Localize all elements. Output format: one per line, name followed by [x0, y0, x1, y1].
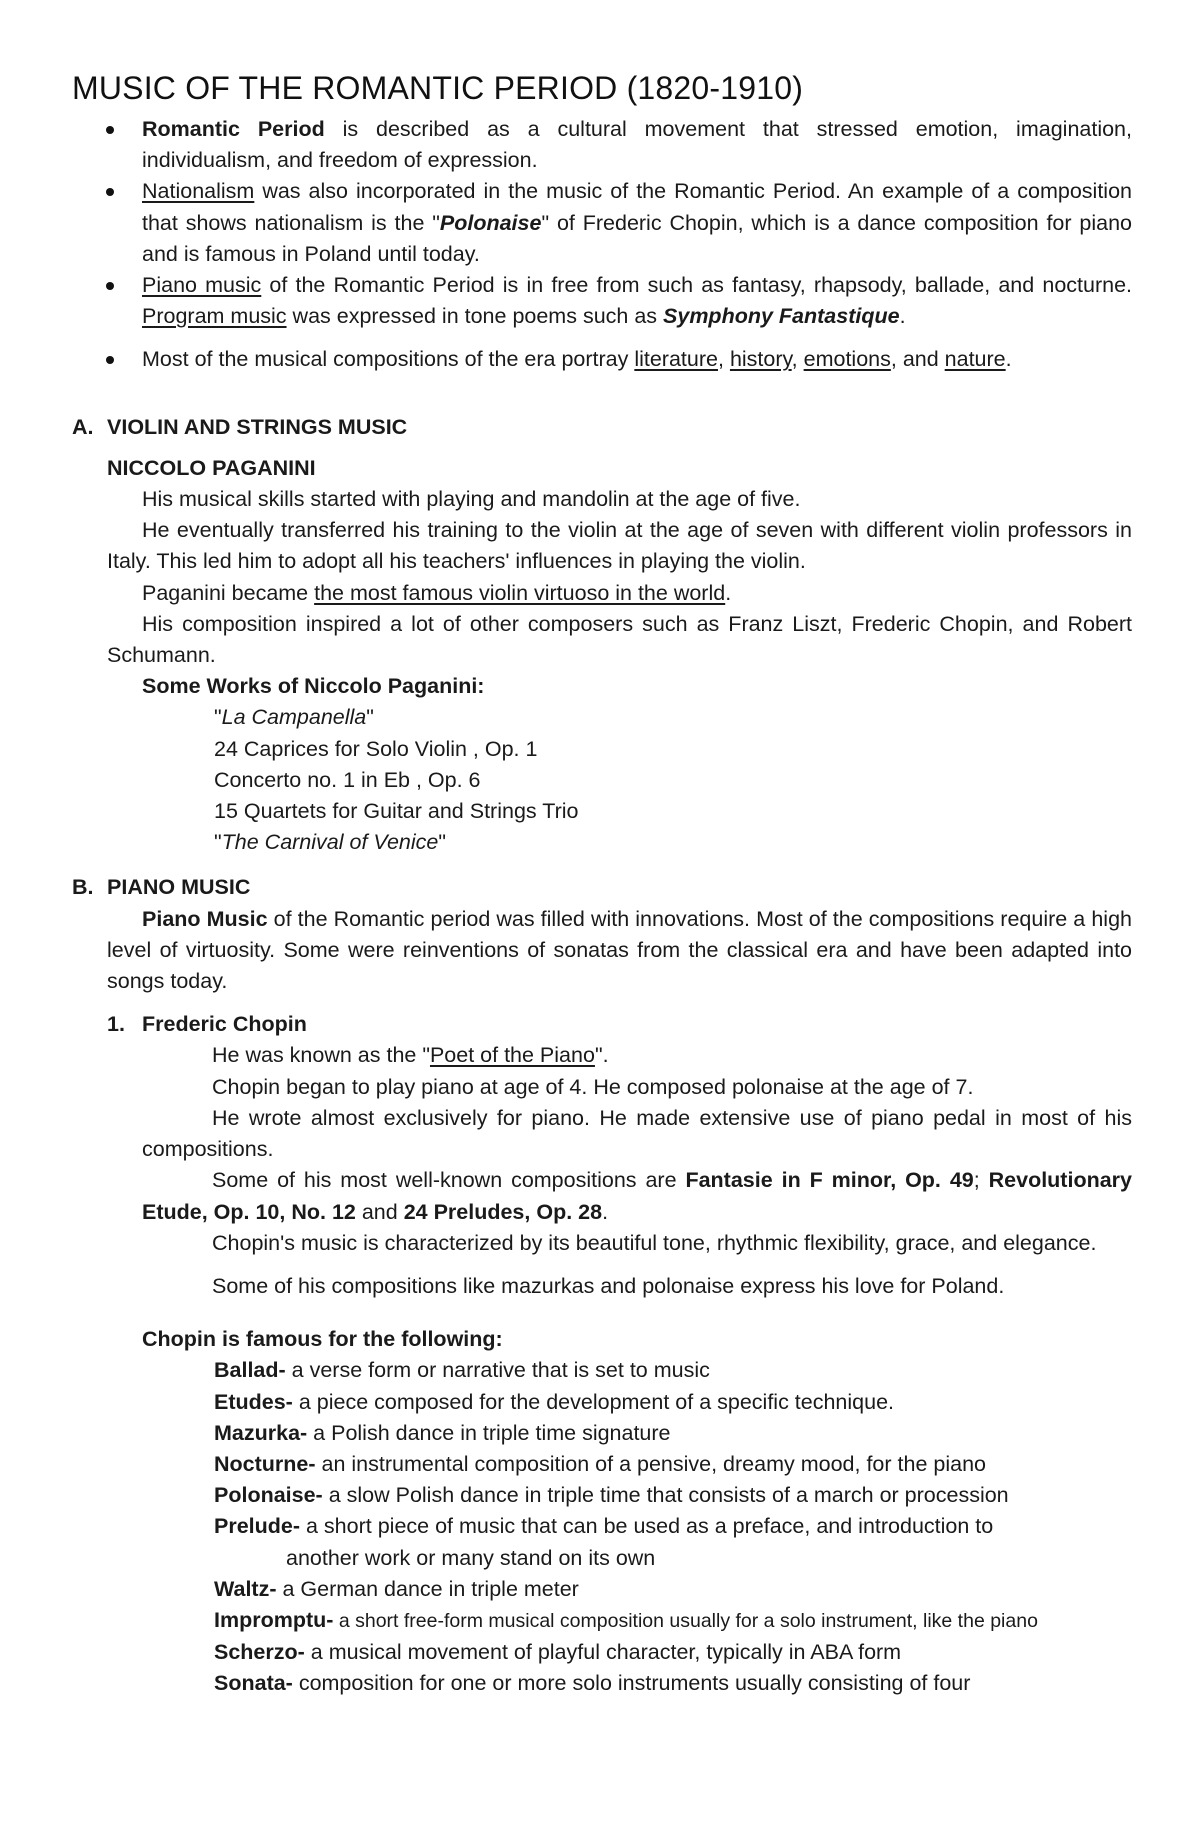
- definition-term: Ballad-: [214, 1358, 286, 1383]
- page-title: MUSIC OF THE ROMANTIC PERIOD (1820-1910): [72, 70, 804, 106]
- definition-text: a Polish dance in triple time signature: [307, 1420, 671, 1445]
- intro-bullet-list: [72, 114, 1132, 376]
- definition-item: [214, 1511, 1132, 1542]
- term-piano-music: Piano music: [142, 273, 262, 298]
- chopin-paragraph: Chopin's music is characterized by its beautiful tone, rhythmic flexibility, grace, and elegance.: [212, 1230, 1097, 1255]
- definition-text: a verse form or narrative that is set to music: [285, 1358, 710, 1383]
- term-literature: literature: [634, 347, 718, 372]
- definition-text: a short free-form musical composition usually for a solo instrument, like the piano: [333, 1609, 1038, 1632]
- paragraph-text: and: [355, 1199, 404, 1224]
- paragraph-text: ".: [594, 1043, 609, 1068]
- chopin-paragraph: He wrote almost exclusively for piano. He made extensive use of piano pedal in most of his compositions.: [142, 1105, 1132, 1162]
- paganini-paragraph: He eventually transferred his training to the violin at the age of seven with different violin professors in Italy. This led him to adopt all his teachers' influences in playing the violin.: [107, 518, 1132, 574]
- bullet-text: .: [899, 304, 906, 329]
- underlined-phrase: the most famous violin virtuoso in the world: [314, 580, 726, 605]
- chopin-paragraph: [142, 1040, 1132, 1071]
- work-item: 24 Caprices for Solo Violin , Op. 1: [214, 736, 538, 761]
- paragraph-text: Some of his most well-known compositions are: [212, 1168, 686, 1193]
- composer-heading-paganini: NICCOLO PAGANINI: [107, 455, 316, 480]
- bullet-piano-music: [142, 270, 1132, 332]
- composition-title: Revolutionary Etude, Op. 10, No. 12: [142, 1168, 1132, 1224]
- definition-item: [214, 1574, 1132, 1605]
- paragraph-text: of the Romantic period was filled with innovations. Most of the compositions require a high level of virtuosity. Some were reinventions of sonatas from the classical era and have been adapted into songs today.: [107, 906, 1132, 994]
- definition-item: [214, 1637, 1132, 1668]
- paganini-paragraph: [107, 578, 1132, 609]
- term-program-music: Program music: [142, 304, 287, 329]
- work-item: "La Campanella": [214, 705, 374, 730]
- definition-text: composition for one or more solo instruments usually consisting of four: [292, 1671, 971, 1696]
- definitions-list: [72, 1355, 1132, 1699]
- section-a-body: [72, 453, 1132, 671]
- piano-intro-paragraph: [107, 904, 1132, 998]
- paragraph-text: Paganini became: [142, 580, 315, 605]
- definition-term: Scherzo-: [214, 1640, 305, 1665]
- composer-name: Frederic Chopin: [142, 1012, 307, 1037]
- definition-term: Prelude-: [214, 1514, 301, 1539]
- term-history: history: [729, 347, 792, 372]
- composition-title: Fantasie in F minor, Op. 49: [685, 1168, 974, 1193]
- definition-item: [214, 1387, 1132, 1418]
- term-nature: nature: [944, 347, 1006, 372]
- definition-item: [214, 1418, 1132, 1449]
- bullet-text: of the Romantic Period is in free from such as fantasy, rhapsody, ballade, and nocturne.: [261, 273, 1132, 298]
- paragraph-text: He was known as the ": [212, 1043, 430, 1068]
- paganini-paragraph: His composition inspired a lot of other composers such as Franz Liszt, Frederic Chopin, and Robert Schumann.: [107, 611, 1132, 668]
- list-number: 1.: [107, 1012, 125, 1037]
- work-item: Concerto no. 1 in Eb , Op. 6: [214, 767, 481, 792]
- term-romantic-period: Romantic Period: [142, 117, 325, 141]
- definition-term: Nocturne-: [214, 1451, 316, 1476]
- paragraph-text: .: [725, 580, 732, 605]
- works-title: Some Works of Niccolo Paganini:: [142, 674, 485, 699]
- definition-term: Impromptu-: [214, 1607, 334, 1632]
- bullet-text: " of Frederic Chopin, which is a dance composition for piano and is famous in Poland until today.: [142, 210, 1132, 266]
- work-symphony-fantastique: Symphony Fantastique: [663, 304, 900, 329]
- definition-item: [214, 1480, 1132, 1511]
- bullet-nationalism: [142, 176, 1132, 270]
- definition-term: Mazurka-: [214, 1420, 308, 1445]
- chopin-paragraph: Some of his compositions like mazurkas and polonaise express his love for Poland.: [212, 1273, 1005, 1298]
- bullet-compositions-portray: [142, 344, 1132, 375]
- underlined-phrase: Poet of the Piano: [429, 1043, 595, 1068]
- paragraph-text: .: [602, 1199, 609, 1224]
- separator: , and: [890, 347, 945, 372]
- work-title: La Campanella: [221, 705, 367, 730]
- famous-for-title: Chopin is famous for the following:: [142, 1327, 503, 1352]
- separator: ,: [717, 347, 730, 372]
- section-b-heading: [72, 872, 1132, 903]
- term-emotions: emotions: [803, 347, 891, 372]
- bullet-text: Most of the musical compositions of the era portray: [142, 347, 635, 372]
- definition-text: a short piece of music that can be used as a preface, and introduction to: [300, 1514, 994, 1539]
- definition-term: Waltz-: [214, 1576, 277, 1601]
- work-title: The Carnival of Venice: [221, 830, 439, 855]
- bullet-text: was expressed in tone poems such as: [286, 304, 664, 329]
- definition-term: Sonata-: [214, 1671, 293, 1696]
- definition-item: [214, 1605, 1132, 1637]
- separator: ,: [791, 347, 804, 372]
- section-title: PIANO MUSIC: [107, 875, 251, 900]
- term-nationalism: Nationalism: [142, 179, 255, 204]
- work-polonaise: Polonaise: [439, 210, 542, 235]
- definition-text: a piece composed for the development of a specific technique.: [292, 1389, 895, 1414]
- definition-text: a German dance in triple meter: [276, 1576, 579, 1601]
- chopin-paragraph: Chopin began to play piano at age of 4. He composed polonaise at the age of 7.: [212, 1074, 974, 1099]
- paragraph-text: ;: [973, 1168, 989, 1193]
- definition-term: Polonaise-: [214, 1483, 323, 1508]
- definition-text: a musical movement of playful character, typically in ABA form: [304, 1640, 902, 1665]
- definition-item: [214, 1668, 1132, 1699]
- chopin-paragraph: [142, 1165, 1132, 1227]
- section-a-heading: [72, 412, 1132, 443]
- work-item: 15 Quartets for Guitar and Strings Trio: [214, 799, 579, 824]
- paganini-paragraph: His musical skills started with playing and mandolin at the age of five.: [142, 487, 801, 512]
- chopin-body: [107, 1040, 1132, 1355]
- bullet-romantic-period: [142, 114, 1132, 176]
- section-letter: A.: [72, 414, 94, 439]
- bullet-text: was also incorporated in the music of the Romantic Period. An example of a composition that shows nationalism is the ": [142, 179, 1132, 235]
- section-title: VIOLIN AND STRINGS MUSIC: [107, 414, 408, 439]
- separator: .: [1005, 347, 1012, 372]
- definition-continuation: another work or many stand on its own: [286, 1545, 656, 1570]
- definition-item: [214, 1449, 1132, 1480]
- definition-item: [214, 1355, 1132, 1386]
- definition-text: an instrumental composition of a pensive, dreamy mood, for the piano: [315, 1451, 986, 1476]
- definition-text: a slow Polish dance in triple time that consists of a march or procession: [322, 1483, 1009, 1508]
- works-list: [72, 702, 1132, 858]
- work-item: "The Carnival of Venice": [214, 830, 446, 855]
- definition-term: Etudes-: [214, 1389, 293, 1414]
- chopin-heading: [107, 1009, 1132, 1040]
- composition-title: 24 Preludes, Op. 28: [403, 1199, 603, 1224]
- section-letter: B.: [72, 875, 94, 900]
- section-b-body: [72, 904, 1132, 1356]
- term-piano-music-bold: Piano Music: [142, 906, 268, 931]
- bullet-text: is described as a cultural movement that stressed emotion, imagination, individualism, and freedom of expression.: [142, 117, 1132, 173]
